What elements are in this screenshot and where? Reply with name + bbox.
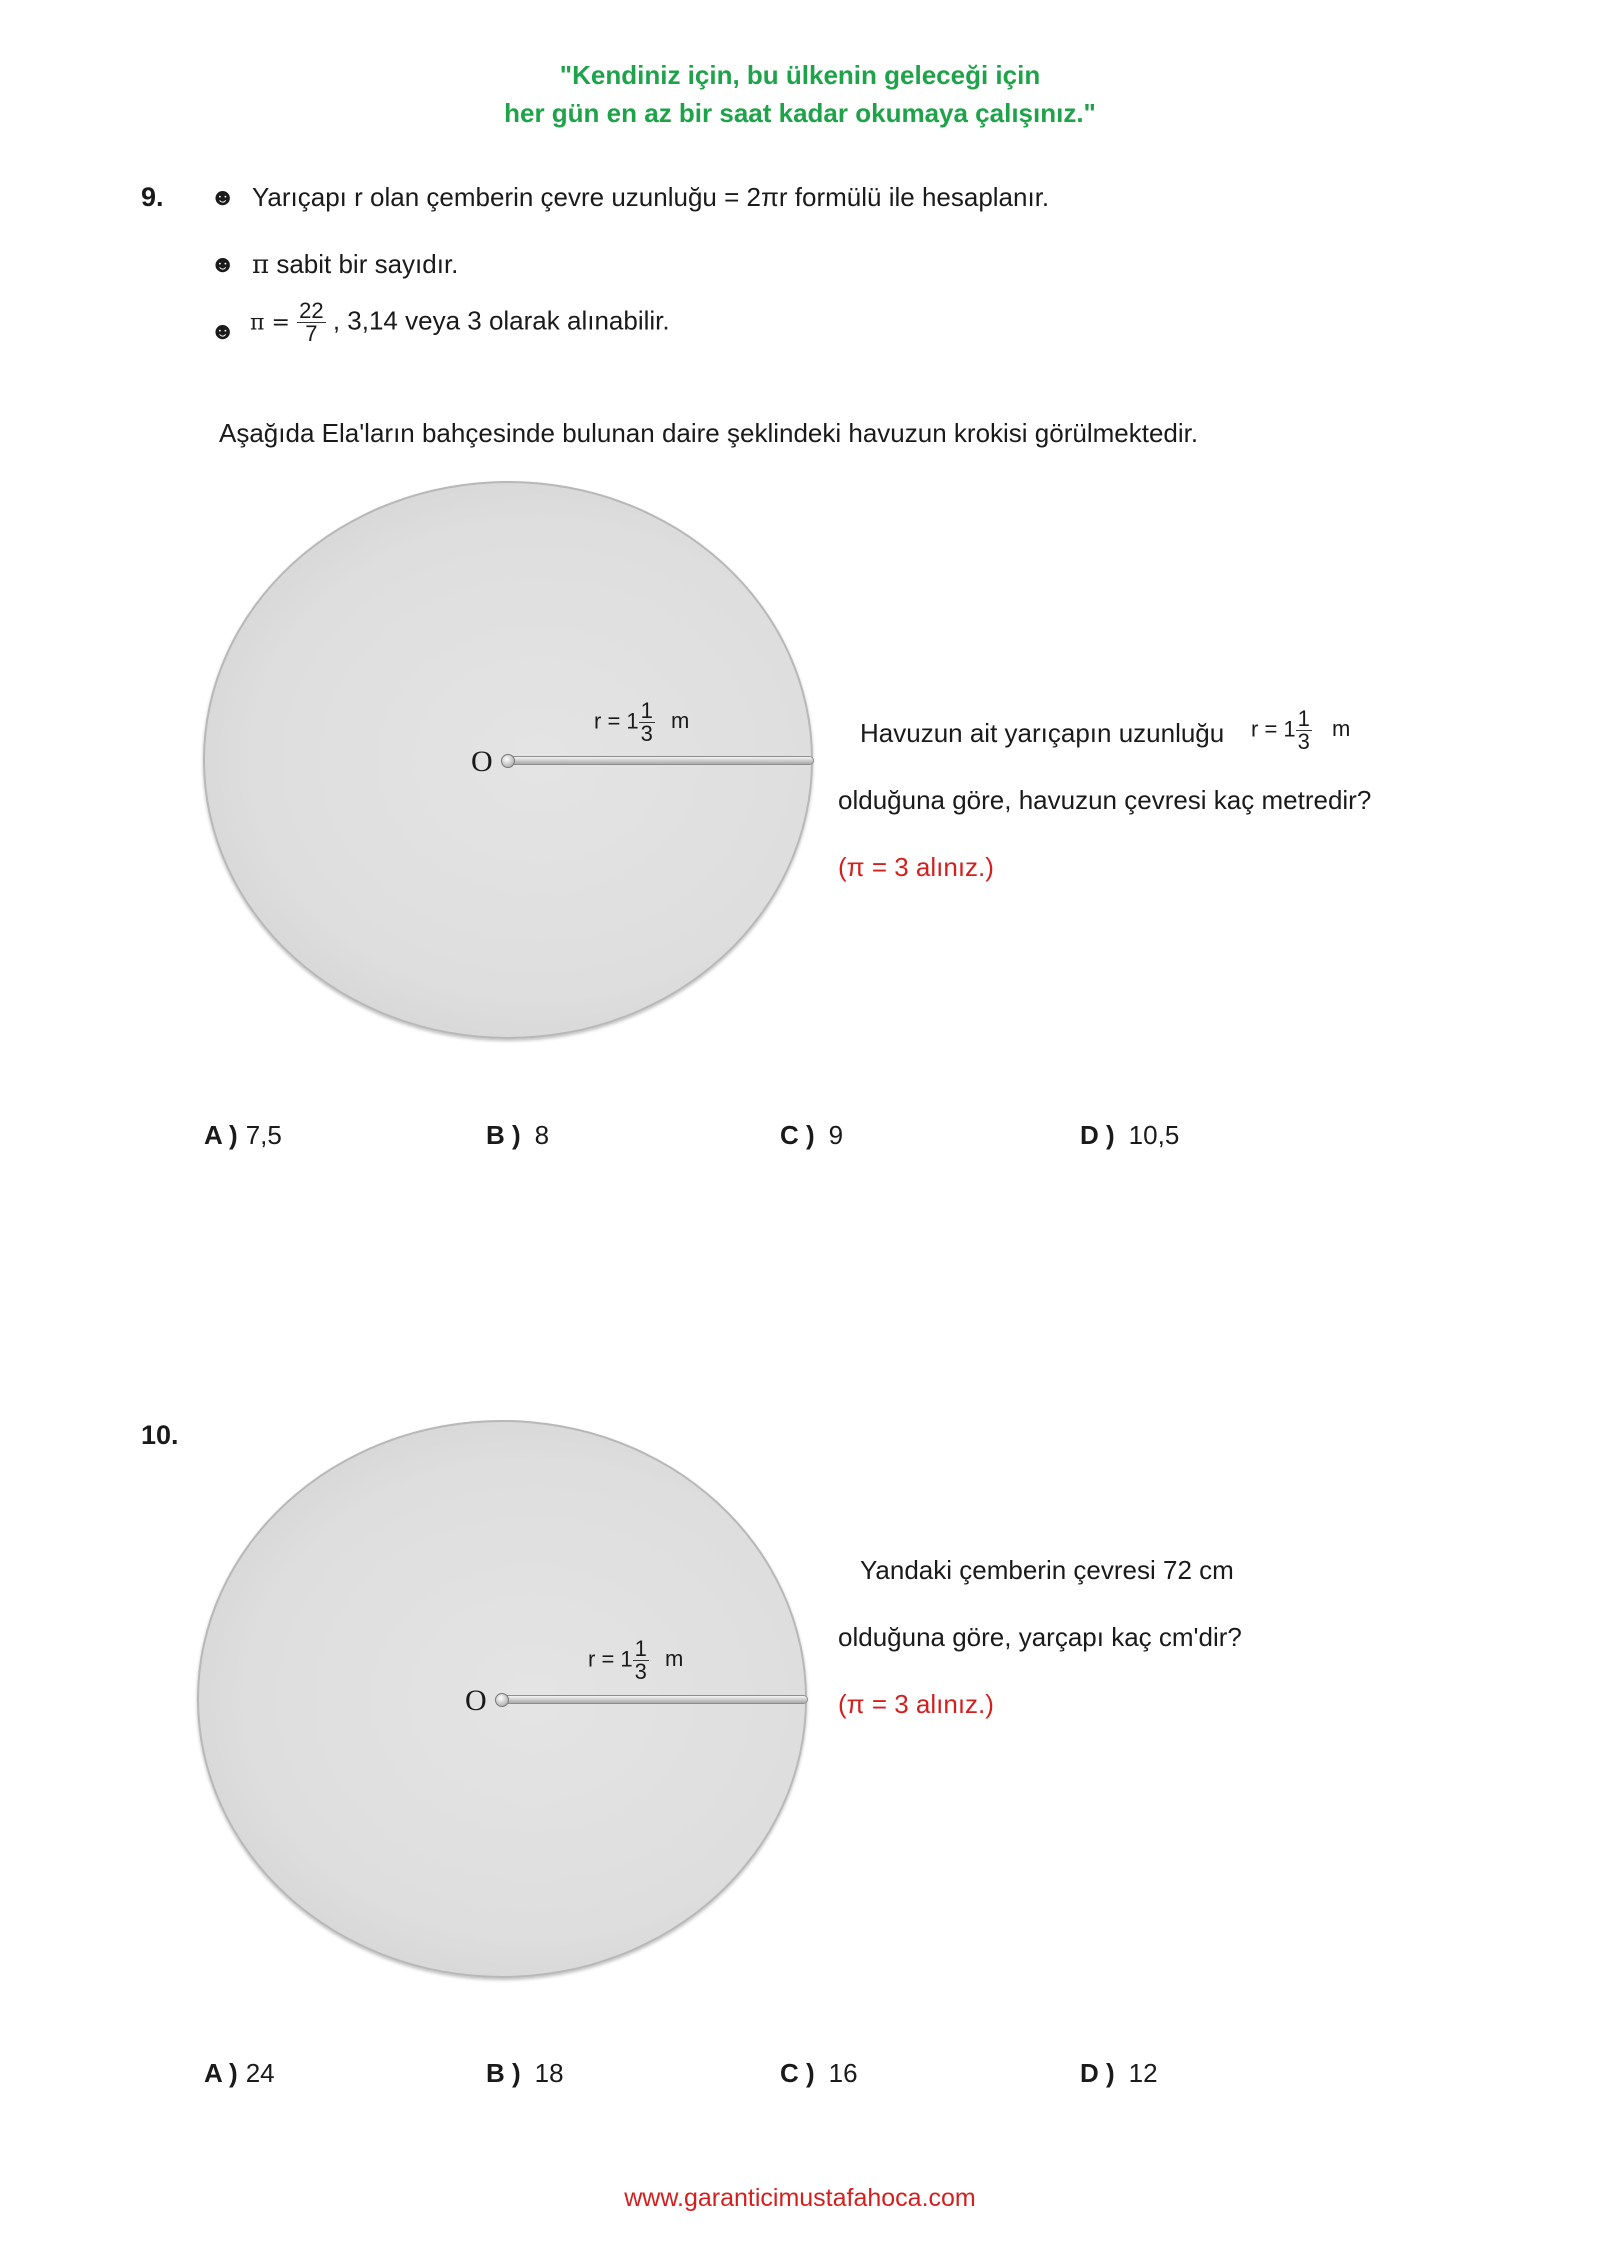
option-letter: A ) — [204, 2058, 238, 2088]
option-value: 16 — [828, 2058, 858, 2088]
header-quote — [0, 56, 1600, 132]
option-letter: D ) — [1080, 1120, 1115, 1150]
fraction-denominator: 3 — [634, 1659, 647, 1684]
option-letter: A ) — [204, 1120, 238, 1150]
option-value: 18 — [534, 2058, 564, 2088]
option-letter: C ) — [780, 2058, 815, 2088]
fraction-numerator: 1 — [640, 698, 653, 723]
question-9-number: 9. — [141, 182, 164, 212]
option-value: 12 — [1128, 2058, 1158, 2088]
radius-segment — [509, 757, 813, 764]
radius-prefix: r = 1 — [588, 1646, 633, 1672]
radius-unit: m — [665, 1646, 684, 1672]
bullet-2-body: sabit bir sayıdır. — [276, 249, 459, 279]
option-letter: C ) — [780, 1120, 815, 1150]
fraction-denominator: 3 — [1297, 729, 1310, 754]
option-d[interactable] — [1080, 2058, 1158, 2089]
center-point — [495, 1693, 509, 1707]
center-point — [501, 754, 515, 768]
option-letter: B ) — [486, 2058, 521, 2088]
option-c[interactable] — [780, 1120, 843, 1151]
radius-label — [588, 1638, 683, 1683]
bullet-icon: ☻ — [210, 251, 236, 278]
radius-unit: m — [1332, 716, 1351, 742]
question-9-intro: Aşağıda Ela'ların bahçesinde bulunan daire şeklindeki havuzun krokisi görülmektedir. — [219, 418, 1199, 448]
question-9-radius — [1251, 708, 1350, 753]
radius-fraction — [1296, 708, 1312, 753]
radius-prefix: r = 1 — [1251, 716, 1296, 742]
option-d[interactable] — [1080, 1120, 1179, 1151]
option-a[interactable] — [204, 2058, 275, 2089]
quote-line-2: her gün en az bir saat kadar okumaya çalışınız." — [504, 98, 1096, 128]
option-value: 9 — [828, 1120, 844, 1150]
radius-fraction — [633, 1638, 649, 1683]
option-b[interactable] — [486, 2058, 564, 2089]
question-10-note: (π = 3 alınız.) — [838, 1689, 994, 1719]
question-10-number: 10. — [141, 1420, 179, 1450]
option-a[interactable] — [204, 1120, 282, 1151]
fraction-22-7 — [297, 300, 325, 345]
option-b[interactable] — [486, 1120, 549, 1151]
option-letter: D ) — [1080, 2058, 1115, 2088]
pi-symbol: π — [252, 250, 270, 280]
option-letter: B ) — [486, 1120, 521, 1150]
radius-label — [594, 700, 689, 745]
fraction-numerator: 22 — [299, 298, 324, 323]
bullet-3-body: , 3,14 veya 3 olarak alınabilir. — [332, 305, 670, 336]
question-9-line-2: olduğuna göre, havuzun çevresi kaç metredir? — [838, 785, 1372, 815]
center-label: O — [465, 1684, 487, 1717]
fraction-denominator: 3 — [640, 721, 653, 746]
bullet-3-text — [250, 300, 670, 345]
radius-segment — [503, 1696, 807, 1703]
fraction-numerator: 1 — [1297, 706, 1310, 731]
bullet-icon: ☻ — [210, 184, 236, 211]
radius-fraction — [639, 700, 655, 745]
quote-line-1: "Kendiniz için, bu ülkenin geleceği için — [559, 60, 1041, 90]
footer-url[interactable]: www.garanticimustafahoca.com — [624, 2184, 976, 2212]
pi-equals: π = — [250, 310, 290, 336]
fraction-numerator: 1 — [634, 1636, 647, 1661]
fraction-denominator: 7 — [305, 321, 318, 346]
question-9-line-1: Havuzun ait yarıçapın uzunluğu — [860, 718, 1225, 748]
bullet-2-text — [252, 249, 458, 280]
bullet-1-text: Yarıçapı r olan çemberin çevre uzunluğu = 2πr formülü ile hesaplanır. — [252, 182, 1050, 212]
option-c[interactable] — [780, 2058, 858, 2089]
question-10-line-2: olduğuna göre, yarçapı kaç cm'dir? — [838, 1622, 1242, 1652]
radius-prefix: r = 1 — [594, 708, 639, 734]
center-label: O — [471, 745, 493, 778]
radius-unit: m — [671, 708, 690, 734]
option-value: 24 — [245, 2058, 275, 2088]
option-value: 10,5 — [1128, 1120, 1180, 1150]
question-10-line-1: Yandaki çemberin çevresi 72 cm — [860, 1555, 1234, 1585]
option-value: 7,5 — [245, 1120, 282, 1150]
question-9-note: (π = 3 alınız.) — [838, 852, 994, 882]
option-value: 8 — [534, 1120, 550, 1150]
bullet-icon: ☻ — [210, 318, 236, 345]
